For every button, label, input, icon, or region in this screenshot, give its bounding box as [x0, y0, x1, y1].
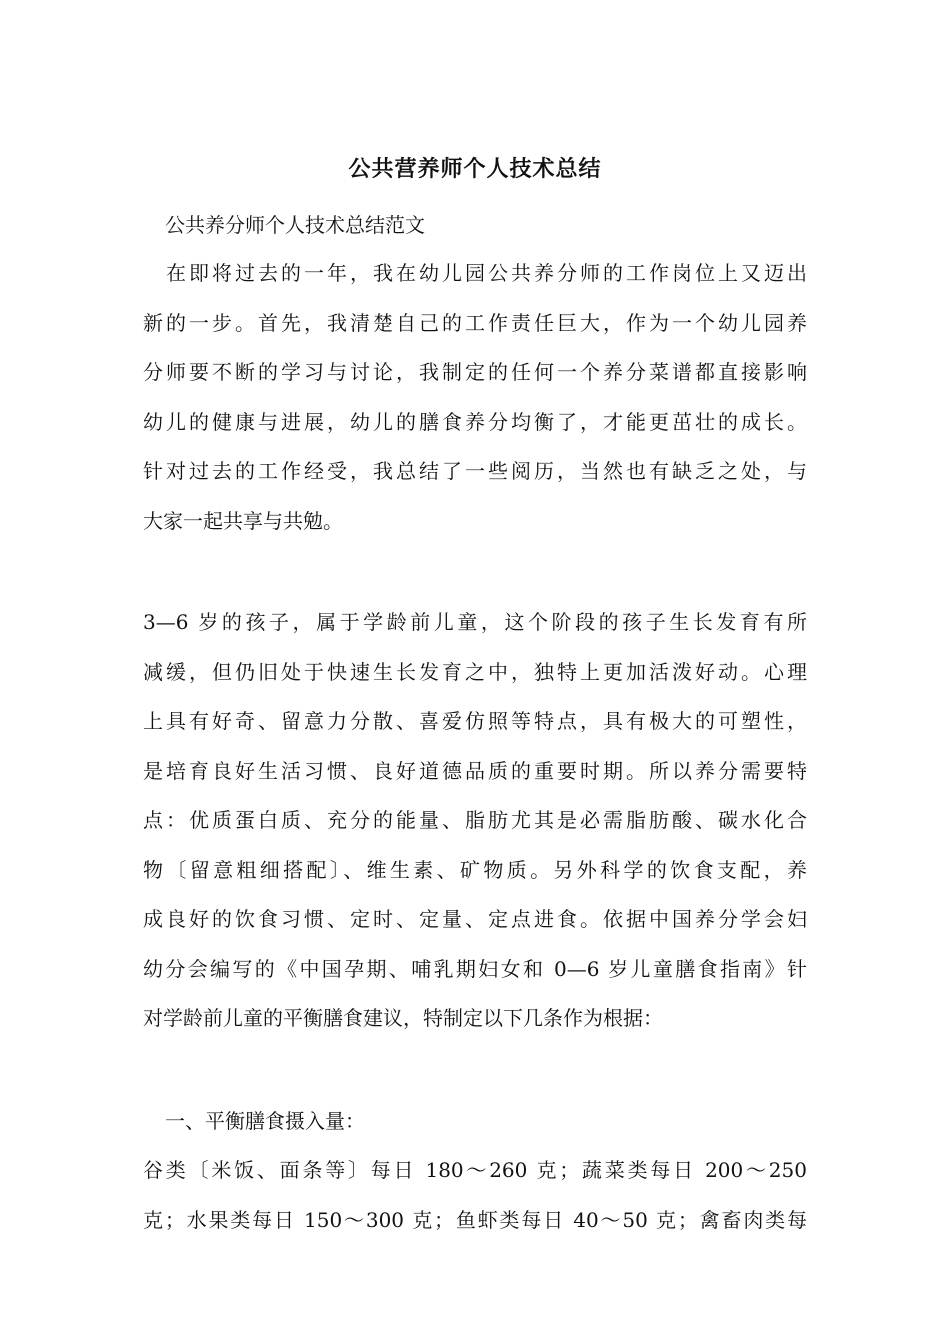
document-title: 公共营养师个人技术总结	[348, 157, 602, 182]
section-heading	[143, 1097, 829, 1147]
paragraph-line: 是培育良好生活习惯、良好道德品质的重要时期。所以养分需要特	[143, 758, 807, 783]
paragraph-line: 克；水果类每日 150～300 克；鱼虾类每日 40～50 克；禽畜肉类每	[143, 1207, 807, 1232]
paragraph-children-needs	[143, 598, 807, 1044]
paragraph-intake	[143, 1146, 807, 1245]
paragraph-line: 针对过去的工作经受，我总结了一些阅历，当然也有缺乏之处，与	[143, 459, 807, 483]
paragraph-line: 谷类〔米饭、面条等〕每日 180～260 克；蔬菜类每日 200～250	[143, 1158, 807, 1182]
paragraph-line: 物〔留意粗细搭配〕、维生素、矿物质。另外科学的饮食支配，养	[143, 857, 807, 882]
subtitle-line: 公共养分师个人技术总结范文	[165, 213, 425, 237]
paragraph-line: 对学龄前儿童的平衡膳食建议，特制定以下几条作为根据：	[143, 1006, 663, 1030]
paragraph-line: 在即将过去的一年，我在幼儿园公共养分师的工作岗位上又迈出	[143, 261, 807, 285]
paragraph-line: 3—6 岁的孩子，属于学龄前儿童，这个阶段的孩子生长发育有所	[143, 610, 807, 634]
paragraph-line: 减缓，但仍旧处于快速生长发育之中，独特上更加活泼好动。心理	[143, 659, 807, 684]
heading-line: 一、平衡膳食摄入量：	[165, 1109, 365, 1133]
paragraph-line: 幼分会编写的《中国孕期、哺乳期妇女和 0—6 岁儿童膳食指南》针	[143, 956, 807, 981]
paragraph-line: 幼儿的健康与进展，幼儿的膳食养分均衡了，才能更茁壮的成长。	[143, 409, 807, 434]
paragraph-line: 点：优质蛋白质、充分的能量、脂肪尤其是必需脂肪酸、碳水化合	[143, 808, 807, 832]
paragraph-line: 新的一步。首先，我清楚自己的工作责任巨大，作为一个幼儿园养	[143, 310, 807, 335]
paragraph-line: 分师要不断的学习与讨论，我制定的任何一个养分菜谱都直接影响	[143, 360, 807, 384]
document-subtitle	[143, 201, 829, 251]
paragraph-line: 上具有好奇、留意力分散、喜爱仿照等特点，具有极大的可塑性，	[143, 709, 807, 733]
paragraph-line: 大家一起共享与共勉。	[143, 508, 343, 533]
paragraph-line: 成良好的饮食习惯、定时、定量、定点进食。依据中国养分学会妇	[143, 907, 807, 931]
paragraph-intro	[143, 249, 807, 546]
